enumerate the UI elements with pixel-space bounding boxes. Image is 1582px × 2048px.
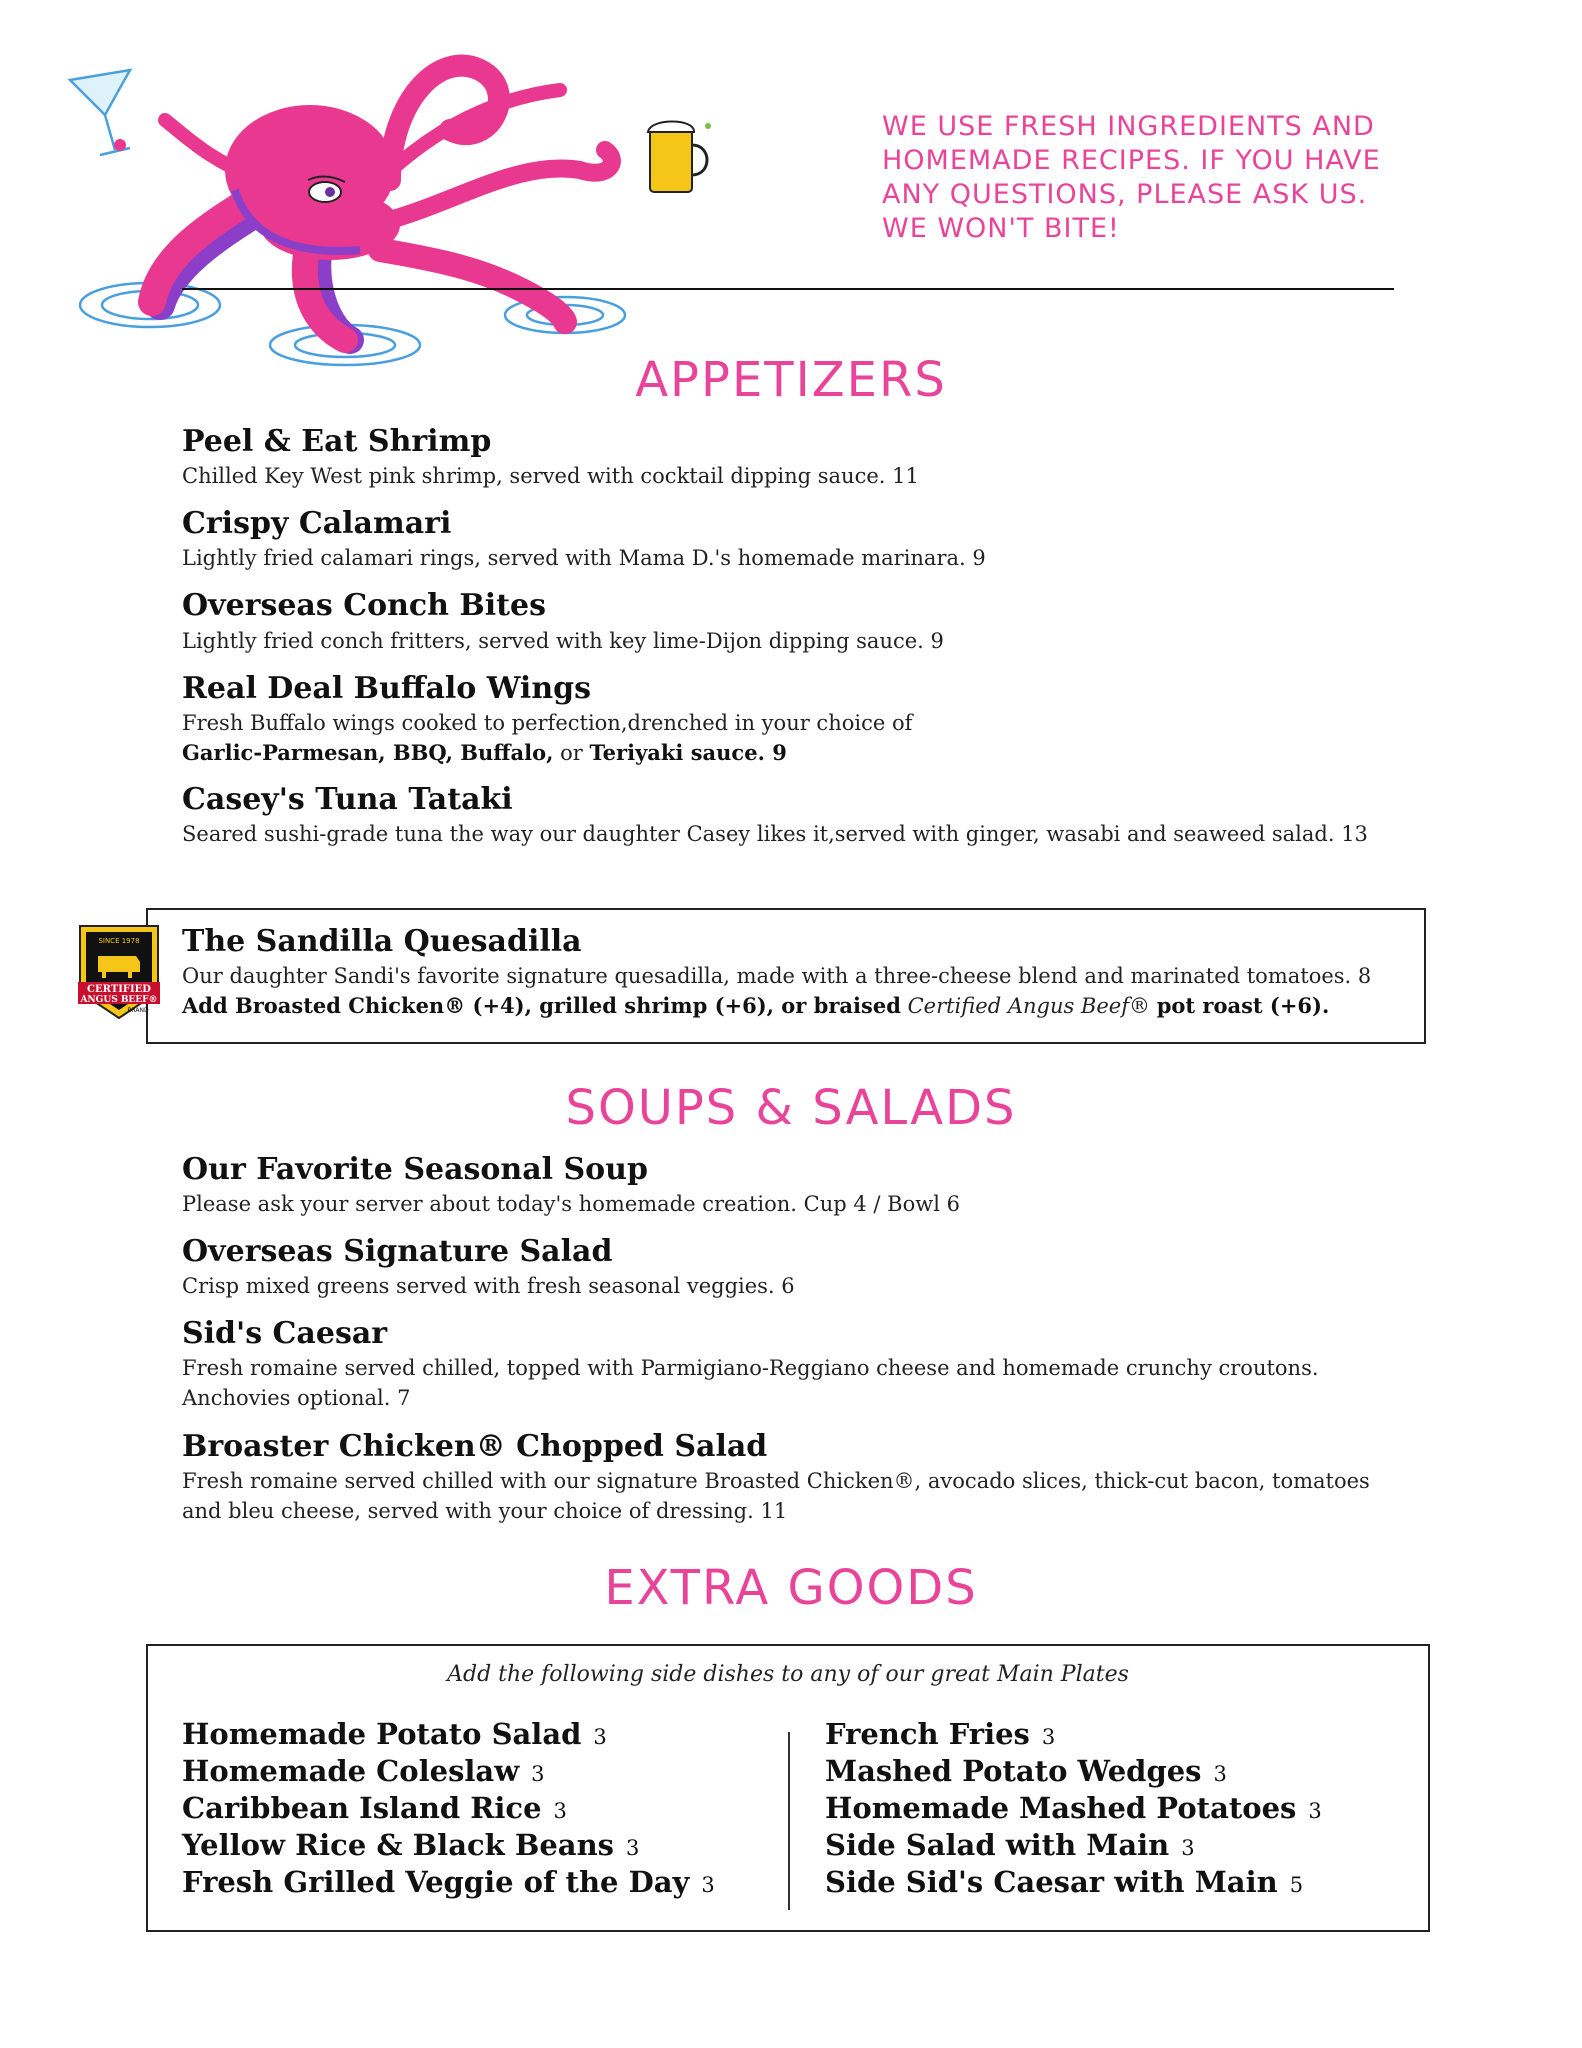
side-item-name: French Fries (825, 1717, 1030, 1751)
menu-item-desc (182, 1353, 1422, 1413)
desc-line: Fresh romaine served chilled, topped with Parmigiano-Reggiano cheese and homemade crunchy croutons. (182, 1356, 1319, 1380)
svg-text:BRAND: BRAND (127, 1007, 149, 1014)
menu-item-desc: Crisp mixed greens served with fresh seasonal veggies. 6 (182, 1274, 795, 1298)
menu-item-name: Crispy Calamari (182, 506, 452, 541)
menu-item-name: Casey's Tuna Tataki (182, 782, 513, 817)
side-item-name: Homemade Mashed Potatoes (825, 1791, 1297, 1825)
addon-text: pot roast (+6). (1156, 993, 1330, 1018)
menu-item-name: Overseas Conch Bites (182, 588, 547, 623)
header-note-line: ANY QUESTIONS, PLEASE ASK US. (882, 179, 1368, 210)
menu-item-name: Our Favorite Seasonal Soup (182, 1152, 648, 1187)
side-item-price: 3 (1181, 1836, 1195, 1860)
side-item-price: 5 (1289, 1873, 1304, 1897)
side-list-left (182, 1717, 715, 1902)
side-item-price: 3 (1213, 1762, 1227, 1786)
featured-item-desc (182, 961, 1422, 1021)
menu-item-name: Sid's Caesar (182, 1316, 388, 1351)
side-item-name: Side Salad with Main (825, 1828, 1170, 1862)
addon-text: Add Broasted Chicken® (+4), grilled shrimp (+6), or braised (182, 993, 901, 1018)
svg-text:CERTIFIED: CERTIFIED (87, 984, 151, 995)
side-item (182, 1791, 715, 1828)
header-note-line: WE USE FRESH INGREDIENTS AND (882, 111, 1375, 142)
side-item-price: 3 (593, 1725, 607, 1749)
side-item-name: Side Sid's Caesar with Main (825, 1865, 1278, 1899)
side-item (182, 1865, 715, 1902)
menu-item-name: Broaster Chicken® Chopped Salad (182, 1429, 768, 1464)
desc-or: or (560, 741, 583, 765)
menu-item-desc (182, 708, 1422, 768)
menu-item-desc: Seared sushi-grade tuna the way our daughter Casey likes it,served with ginger, wasabi and seaweed salad. 13 (182, 822, 1368, 846)
sauce-options: Garlic-Parmesan, BBQ, Buffalo, (182, 740, 554, 765)
side-item-price: 3 (626, 1836, 640, 1860)
side-item (825, 1791, 1322, 1828)
side-item-price: 3 (553, 1799, 567, 1823)
menu-item-desc: Chilled Key West pink shrimp, served with cocktail dipping sauce. 11 (182, 464, 919, 488)
side-item-price: 3 (1041, 1725, 1056, 1749)
extras-column-divider (788, 1732, 790, 1910)
svg-text:ANGUS BEEF®: ANGUS BEEF® (80, 995, 158, 1005)
side-item-price: 3 (701, 1873, 715, 1897)
desc-line: Anchovies optional. 7 (182, 1386, 411, 1410)
soups-salads-title: SOUPS & SALADS (565, 1080, 1017, 1136)
desc-line: Fresh Buffalo wings cooked to perfection,drenched in your choice of (182, 711, 913, 735)
svg-text:SINCE 1978: SINCE 1978 (98, 937, 140, 945)
side-item (825, 1754, 1322, 1791)
desc-line: Fresh romaine served chilled with our signature Broasted Chicken®, avocado slices, thick-cut bacon, tomatoes (182, 1469, 1370, 1493)
extra-goods-title: EXTRA GOODS (604, 1560, 978, 1616)
desc-line: Our daughter Sandi's favorite signature quesadilla, made with a three-cheese blend and marinated tomatoes. 8 (182, 964, 1372, 988)
side-item-name: Homemade Potato Salad (182, 1717, 582, 1751)
side-item-name: Caribbean Island Rice (182, 1791, 542, 1825)
menu-item-desc: Lightly fried calamari rings, served with Mama D.'s homemade marinara. 9 (182, 546, 986, 570)
side-item (825, 1717, 1322, 1754)
side-item (825, 1828, 1322, 1865)
side-item (182, 1754, 715, 1791)
desc-line: and bleu cheese, served with your choice of dressing. 11 (182, 1499, 788, 1523)
side-item-name: Mashed Potato Wedges (825, 1754, 1202, 1788)
martini-glass-icon (70, 70, 130, 155)
side-item-price: 3 (531, 1762, 545, 1786)
octopus-illustration (60, 40, 750, 370)
beer-mug-icon (648, 122, 711, 193)
header-divider (182, 288, 1394, 290)
header-note (882, 110, 1442, 246)
menu-item-name: Real Deal Buffalo Wings (182, 671, 591, 706)
featured-item-name: The Sandilla Quesadilla (182, 924, 582, 959)
side-list-right (825, 1717, 1322, 1902)
appetizers-title: APPETIZERS (635, 352, 947, 408)
side-item (182, 1717, 715, 1754)
extras-note: Add the following side dishes to any of our great Main Plates (447, 1662, 1129, 1687)
certified-angus-beef-logo (76, 922, 162, 1020)
menu-item-desc (182, 1466, 1422, 1526)
side-item-name: Homemade Coleslaw (182, 1754, 520, 1788)
side-item (182, 1828, 715, 1865)
menu-item-name: Overseas Signature Salad (182, 1234, 613, 1269)
header-note-line: HOMEMADE RECIPES. IF YOU HAVE (882, 145, 1381, 176)
sauce-options: Teriyaki sauce. 9 (589, 740, 787, 765)
side-item-price: 3 (1308, 1799, 1322, 1823)
addon-brand: Certified Angus Beef® (907, 994, 1150, 1018)
menu-item-name: Peel & Eat Shrimp (182, 424, 492, 459)
header-note-line: WE WON'T BITE! (882, 213, 1120, 244)
side-item-name: Fresh Grilled Veggie of the Day (182, 1865, 690, 1899)
side-item (825, 1865, 1322, 1902)
menu-item-desc: Lightly fried conch fritters, served with key lime-Dijon dipping sauce. 9 (182, 629, 944, 653)
side-item-name: Yellow Rice & Black Beans (182, 1828, 614, 1862)
menu-item-desc: Please ask your server about today's homemade creation. Cup 4 / Bowl 6 (182, 1192, 960, 1216)
